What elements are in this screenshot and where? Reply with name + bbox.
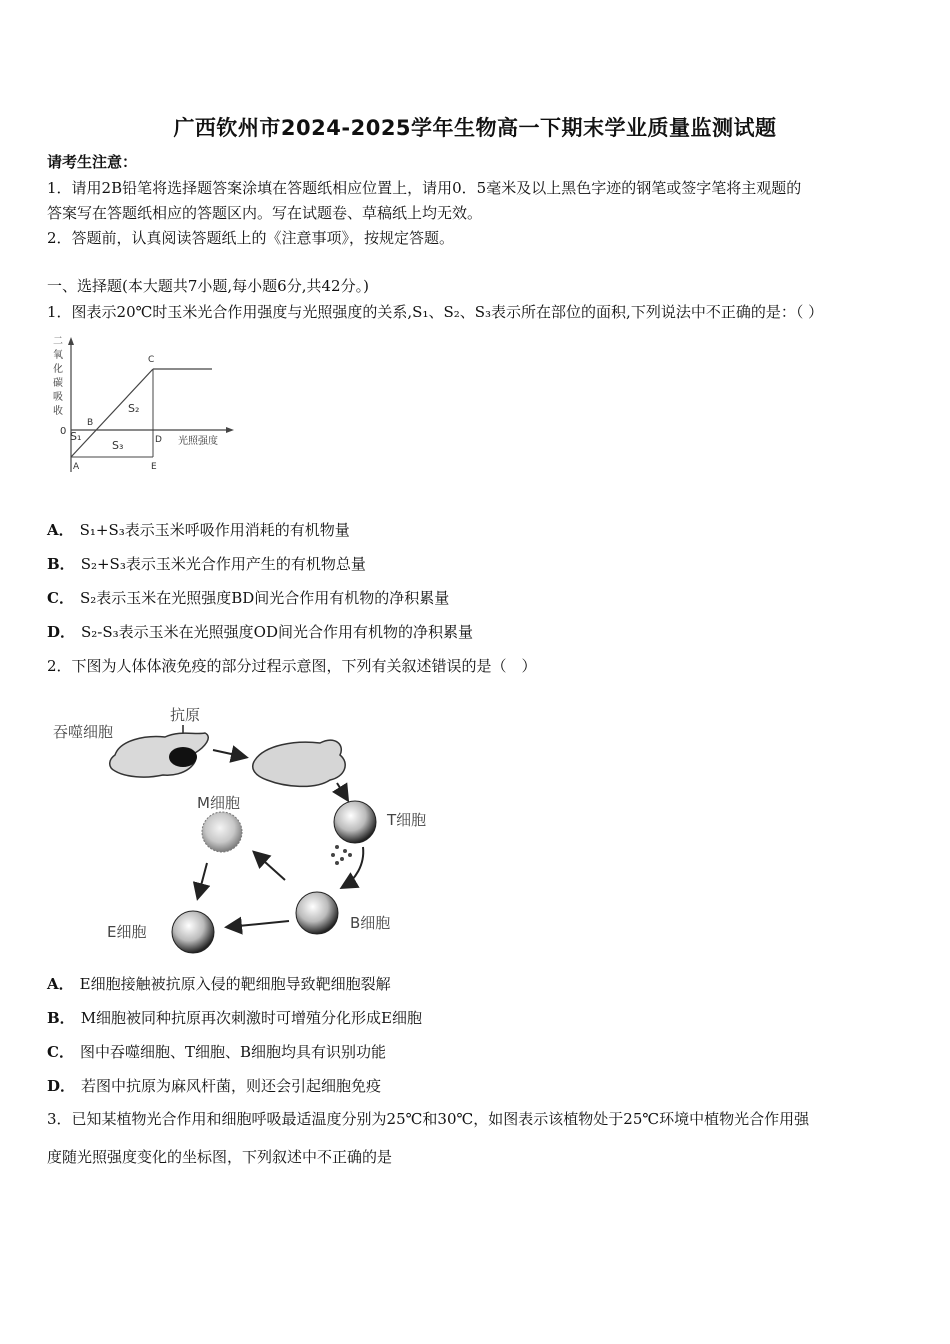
- q2-option-c-text: 图中吞噬细胞、T细胞、B细胞均具有识别功能: [79, 1043, 386, 1061]
- q2-presenting-cell: [253, 740, 345, 786]
- q2-arrow-presenting-to-t: [337, 783, 347, 799]
- q2-b-cell-label: B细胞: [350, 914, 391, 932]
- q1-point-d: D: [155, 435, 162, 445]
- q1-y-label-2: 氧: [53, 350, 63, 361]
- q1-option-c-text: S₂表示玉米在光照强度BD间光合作用有机物的净积累量: [79, 589, 450, 607]
- q2-option-b-label: B．: [47, 1009, 75, 1027]
- q1-x-label: 光照强度: [178, 436, 218, 447]
- q1-point-c: C: [148, 355, 155, 365]
- q1-point-a: A: [73, 462, 80, 472]
- q1-option-b[interactable]: [47, 553, 366, 574]
- q2-e-cell-label: E细胞: [107, 923, 147, 941]
- q2-b-cell: [296, 892, 338, 934]
- q2-m-cell: [202, 812, 242, 852]
- q2-option-a[interactable]: [47, 973, 391, 994]
- q2-t-cell: [334, 801, 376, 843]
- notice-heading: 请考生注意：: [47, 153, 138, 171]
- q1-y-label-4: 碳: [53, 378, 63, 389]
- q2-option-d-label: D．: [47, 1077, 76, 1095]
- page-title: 广西钦州市2024-2025学年生物高一下期末学业质量监测试题: [173, 116, 777, 140]
- q2-option-b-text: M细胞被同种抗原再次刺激时可增殖分化形成E细胞: [80, 1009, 422, 1027]
- q2-antigen-label: 抗原: [170, 706, 201, 724]
- q2-immune-diagram: [45, 695, 445, 963]
- q2-option-b[interactable]: [47, 1007, 422, 1028]
- q2-e-cell: [172, 911, 214, 953]
- q2-option-a-text: E细胞接触被抗原入侵的靶细胞导致靶细胞裂解: [79, 975, 391, 993]
- notice-item-1-line-1: 1．请用2B铅笔将选择题答案涂填在答题纸相应位置上，请用0．5毫米及以上黑色字迹的钢笔或签字笔将主观题的: [47, 179, 802, 197]
- q1-option-c-label: C．: [47, 589, 74, 607]
- q2-m-cell-label: M细胞: [197, 794, 240, 812]
- q2-arrow-m-to-e: [198, 863, 207, 897]
- q1-y-label-5: 吸: [53, 392, 63, 403]
- q2-lymphokine-dots: [331, 845, 352, 865]
- q3-stem-line-1: 3．已知某植物光合作用和细胞呼吸最适温度分别为25℃和30℃，如图表示该植物处于25℃环境中植物光合作用强: [47, 1110, 810, 1128]
- q3-stem-line-2: 度随光照强度变化的坐标图，下列叙述中不正确的是: [47, 1148, 393, 1166]
- q2-antigen-particle: [169, 747, 197, 767]
- q1-region-s3: S₃: [112, 439, 124, 452]
- q2-arrow-phagocyte-to-presenting: [213, 750, 245, 757]
- notice-item-1-line-2: 答案写在答题纸相应的答题区内。写在试题卷、草稿纸上均无效。: [47, 204, 483, 222]
- q2-option-a-label: A．: [47, 975, 74, 993]
- q2-phagocyte-label: 吞噬细胞: [53, 723, 114, 741]
- q2-arrow-t-to-b: [343, 847, 363, 887]
- q2-t-cell-label: T细胞: [387, 811, 427, 829]
- notice-item-2: 2．答题前，认真阅读答题纸上的《注意事项》，按规定答题。: [47, 229, 455, 247]
- q1-origin: 0: [60, 426, 67, 437]
- q1-option-d-text: S₂-S₃表示玉米在光照强度OD间光合作用有机物的净积累量: [81, 623, 473, 641]
- section-heading: 一、选择题(本大题共7小题,每小题6分,共42分。): [47, 277, 369, 295]
- q1-region-s1: S₁: [70, 430, 82, 443]
- q1-option-a-text: S₁+S₃表示玉米呼吸作用消耗的有机物量: [79, 521, 350, 539]
- q1-x-arrow: [226, 427, 234, 433]
- q1-option-d-label: D．: [47, 623, 76, 641]
- q1-option-c[interactable]: [47, 587, 449, 608]
- q2-arrow-b-to-e: [228, 921, 289, 927]
- q2-option-c-label: C．: [47, 1043, 74, 1061]
- q1-stem: 1．图表示20℃时玉米光合作用强度与光照强度的关系,S₁、S₂、S₃表示所在部位的面积,下列说法中不正确的是：（ ）: [47, 303, 824, 321]
- q1-option-a-label: A．: [47, 521, 74, 539]
- q1-option-a[interactable]: [47, 519, 350, 540]
- q1-region-s2: S₂: [128, 402, 140, 415]
- q1-y-label-1: 二: [53, 336, 63, 347]
- q2-arrow-b-to-m: [255, 853, 285, 880]
- q1-y-label-6: 收: [53, 406, 63, 417]
- q1-option-b-text: S₂+S₃表示玉米光合作用产生的有机物总量: [80, 555, 366, 573]
- q2-option-c[interactable]: [47, 1041, 386, 1062]
- q1-graph: [50, 332, 250, 482]
- q2-option-d[interactable]: [47, 1075, 381, 1096]
- q1-option-d[interactable]: [47, 621, 473, 642]
- q2-option-d-text: 若图中抗原为麻风杆菌，则还会引起细胞免疫: [81, 1077, 382, 1095]
- q2-stem: 2．下图为人体体液免疫的部分过程示意图，下列有关叙述错误的是（ ）: [47, 657, 537, 675]
- q1-y-arrow: [68, 337, 74, 345]
- q1-point-b: B: [87, 418, 94, 428]
- q1-point-e: E: [151, 462, 157, 472]
- q1-option-b-label: B．: [47, 555, 75, 573]
- q1-y-label-3: 化: [53, 364, 63, 375]
